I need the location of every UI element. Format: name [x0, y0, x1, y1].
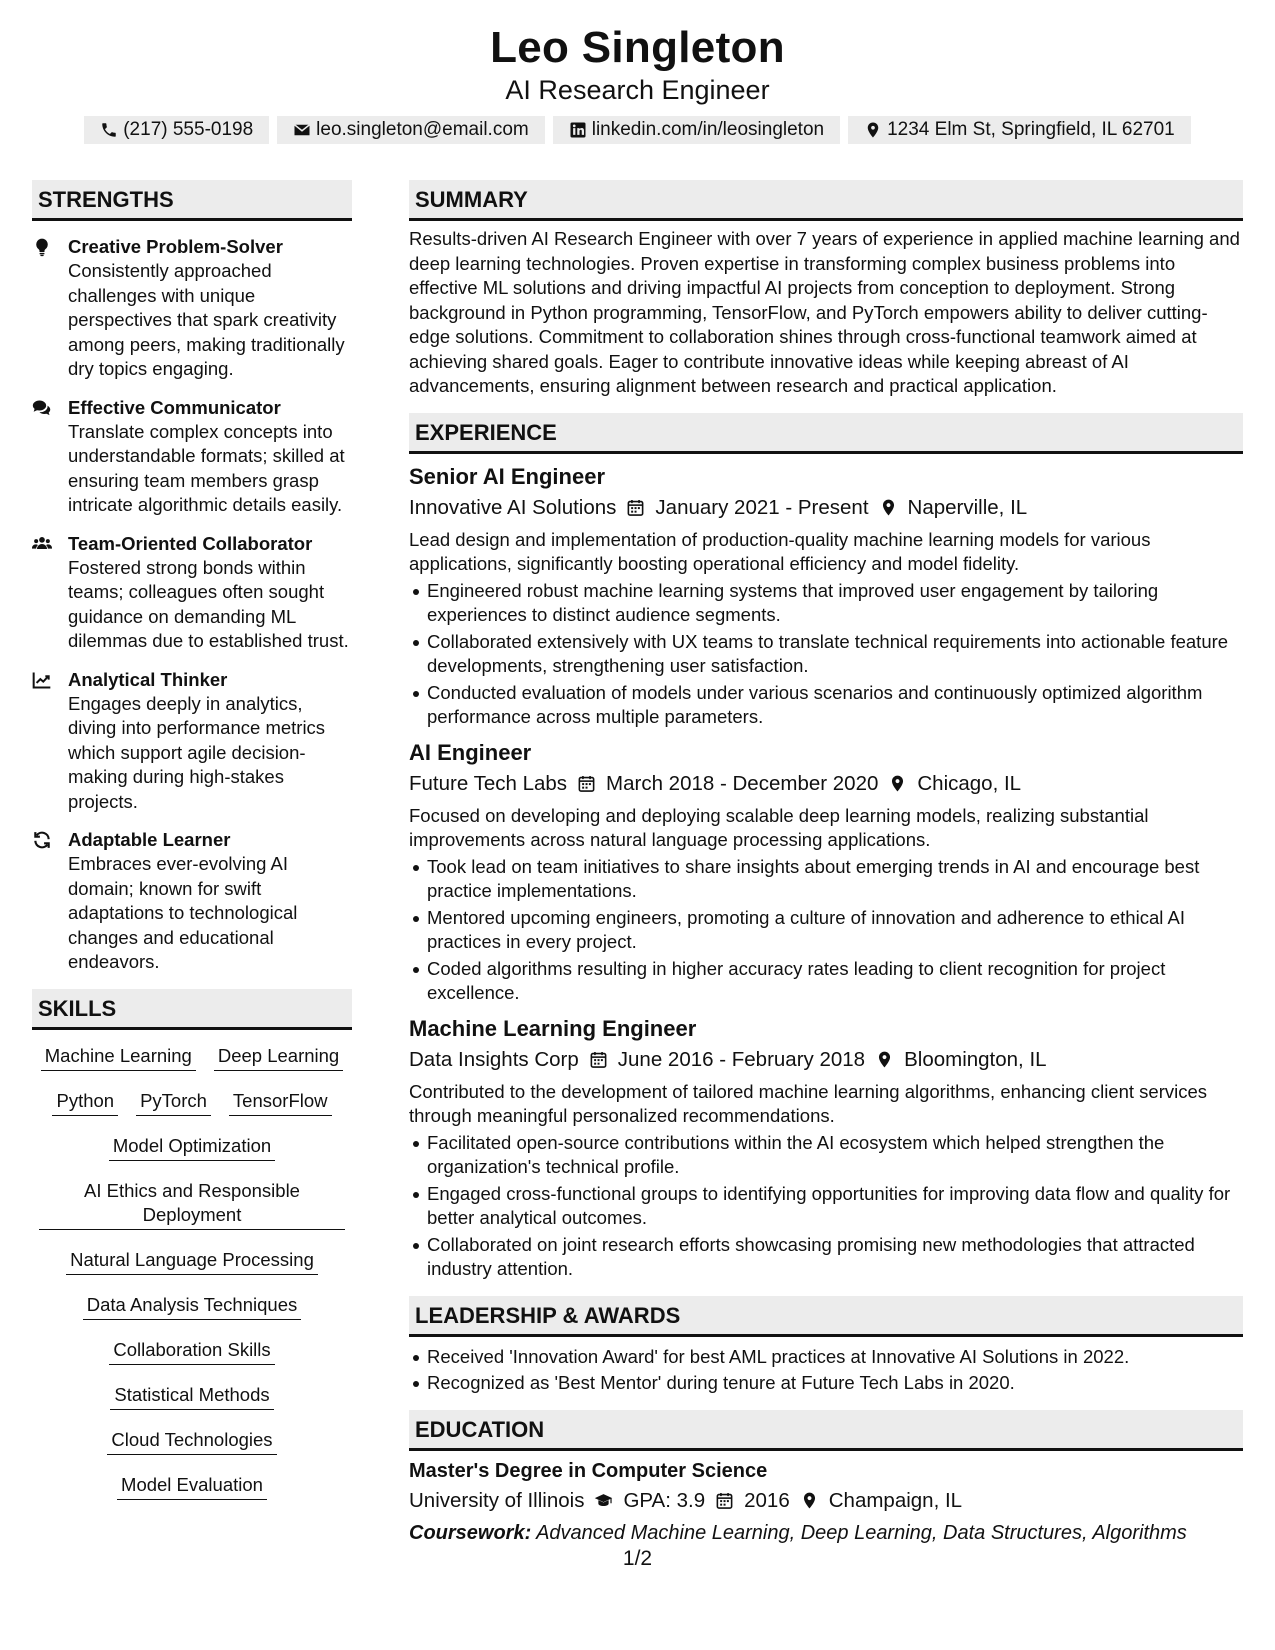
- skill-tag: Machine Learning: [41, 1044, 196, 1071]
- contact-phone: [84, 116, 269, 144]
- skill-tag: Data Analysis Techniques: [83, 1293, 301, 1320]
- right-column: [409, 180, 1243, 1547]
- strength-item: [32, 828, 352, 975]
- page-number: 1/2: [622, 1547, 653, 1570]
- chart-line-icon: [32, 670, 52, 690]
- job-bullets: [409, 1131, 1243, 1282]
- job-location: Bloomington, IL: [904, 1047, 1047, 1071]
- job-company: Data Insights Corp: [409, 1047, 579, 1071]
- strength-title: Effective Communicator: [68, 396, 281, 418]
- resume-header: [0, 0, 1275, 144]
- lightbulb-icon: [32, 237, 52, 257]
- bullet-item: Facilitated open-source contributions within the AI ecosystem which helped strengthen the organization's technical profile.: [409, 1131, 1243, 1180]
- strength-desc: Consistently approached challenges with unique perspectives that spark creativity among peers, making traditionally dry topics engaging.: [68, 260, 345, 379]
- job-dates: January 2021 - Present: [655, 495, 869, 519]
- bullet-item: Coded algorithms resulting in higher accuracy rates leading to client recognition for project excellence.: [409, 957, 1243, 1006]
- bullet-item: Collaborated on joint research efforts showcasing promising new methodologies that attracted industry attention.: [409, 1233, 1243, 1282]
- strengths-list: [32, 235, 352, 975]
- bullet-item: Engaged cross-functional groups to identifying opportunities for improving data flow and quality for better analytical outcomes.: [409, 1182, 1243, 1231]
- job-location: Chicago, IL: [917, 771, 1022, 795]
- calendar-icon: [715, 1491, 734, 1510]
- degree-title: Master's Degree in Computer Science: [409, 1459, 768, 1482]
- strength-desc: Embraces ever-evolving AI domain; known for swift adaptations to technological changes and educational endeavors.: [68, 853, 298, 972]
- summary-text: Results-driven AI Research Engineer with over 7 years of experience in applied machine learning and deep learning technologies. Proven expertise in transforming complex business problems into effective ML solutions and driving impactful AI projects from conception to deployment. Strong background in Python programming, TensorFlow, and PyTorch empowers ability to deliver cutting-edge solutions. Commitment to collaboration shines through cross-functional teamwork aimed at achieving shared goals. Eager to contribute innovative ideas while keeping abreast of AI advancements, ensuring alignment between research and practical application.: [409, 228, 1240, 396]
- envelope-icon: [293, 121, 311, 139]
- job-bullets: [409, 579, 1243, 730]
- leadership-heading: LEADERSHIP & AWARDS: [409, 1296, 1243, 1337]
- education-location: Champaign, IL: [828, 1488, 963, 1512]
- skill-tag: AI Ethics and Responsible Deployment: [39, 1179, 345, 1230]
- skill-tag: Deep Learning: [214, 1044, 343, 1071]
- strength-desc: Translate complex concepts into understandable formats; skilled at ensuring team members grasp intricate algorithmic details easily.: [68, 420, 345, 515]
- job-meta: [409, 770, 1243, 798]
- skill-tag: PyTorch: [136, 1089, 211, 1116]
- map-pin-icon: [888, 774, 907, 793]
- skill-tag: Natural Language Processing: [66, 1248, 318, 1275]
- bullet-item: Engineered robust machine learning systems that improved user engagement by tailoring experiences to distinct audience segments.: [409, 579, 1243, 628]
- job-meta: [409, 1046, 1243, 1074]
- job-title: AI Engineer: [409, 739, 532, 765]
- job-dates: March 2018 - December 2020: [606, 771, 879, 795]
- skill-tag: Python: [52, 1089, 118, 1116]
- job-description: Focused on developing and deploying scalable deep learning models, realizing substantial improvements across natural language processing applications.: [409, 804, 1149, 850]
- map-pin-icon: [800, 1491, 819, 1510]
- comments-icon: [32, 398, 52, 418]
- candidate-role: AI Research Engineer: [505, 75, 770, 105]
- job-title: Machine Learning Engineer: [409, 1015, 697, 1041]
- job-dates: June 2016 - February 2018: [617, 1047, 866, 1071]
- job-title: Senior AI Engineer: [409, 463, 606, 489]
- strengths-heading: STRENGTHS: [32, 180, 352, 221]
- job-company: Future Tech Labs: [409, 771, 568, 795]
- job-company: Innovative AI Solutions: [409, 495, 617, 519]
- bullet-item: Conducted evaluation of models under various scenarios and continuously optimized algorithm performance across multiple parameters.: [409, 681, 1243, 730]
- linkedin-icon: [569, 121, 587, 139]
- skill-tag: Statistical Methods: [110, 1383, 273, 1410]
- experience-heading: EXPERIENCE: [409, 413, 1243, 454]
- job-entry: [409, 462, 1243, 730]
- job-entry: [409, 738, 1243, 1006]
- bullet-item: Received 'Innovation Award' for best AML practices at Innovative AI Solutions in 2022.: [409, 1345, 1243, 1370]
- candidate-name: Leo Singleton: [490, 23, 785, 72]
- strength-item: [32, 396, 352, 518]
- map-pin-icon: [879, 498, 898, 517]
- strength-title: Creative Problem-Solver: [68, 236, 283, 257]
- skill-tag: TensorFlow: [229, 1089, 332, 1116]
- job-bullets: [409, 855, 1243, 1006]
- strength-item: [32, 668, 352, 815]
- strength-title: Adaptable Learner: [68, 829, 231, 850]
- email-text[interactable]: leo.singleton@email.com: [316, 119, 529, 140]
- skills-list: [32, 1044, 352, 1500]
- bullet-item: Mentored upcoming engineers, promoting a culture of innovation and adherence to ethical AI practices in every project.: [409, 906, 1243, 955]
- sync-icon: [32, 830, 52, 850]
- strength-title: Team-Oriented Collaborator: [68, 532, 313, 554]
- calendar-icon: [589, 1050, 608, 1069]
- coursework-line: [409, 1519, 1243, 1547]
- job-description: Contributed to the development of tailored machine learning algorithms, enhancing client services through meaningful personalized recommendations.: [409, 1080, 1208, 1126]
- contact-linkedin[interactable]: [553, 116, 840, 144]
- phone-text: (217) 555-0198: [123, 119, 254, 140]
- skill-tag: Collaboration Skills: [109, 1338, 274, 1365]
- coursework-text: Advanced Machine Learning, Deep Learning, Data Structures, Algorithms: [536, 1521, 1187, 1544]
- left-column: [32, 180, 352, 1518]
- gpa-text: GPA: 3.9: [623, 1488, 706, 1512]
- bullet-item: Took lead on team initiatives to share insights about emerging trends in AI and encourage best practice implementations.: [409, 855, 1243, 904]
- strength-desc: Engages deeply in analytics, diving into performance metrics which support agile decision-making during high-stakes projects.: [68, 692, 326, 812]
- skill-tag: Model Optimization: [109, 1134, 275, 1161]
- strength-title: Analytical Thinker: [68, 668, 228, 690]
- strength-item: [32, 235, 352, 382]
- summary-heading: SUMMARY: [409, 180, 1243, 221]
- calendar-icon: [577, 774, 596, 793]
- bullet-item: Recognized as 'Best Mentor' during tenure at Future Tech Labs in 2020.: [409, 1371, 1243, 1396]
- job-entry: [409, 1014, 1243, 1282]
- leadership-bullets: [409, 1345, 1243, 1396]
- skill-tag: Model Evaluation: [117, 1473, 267, 1500]
- bullet-item: Collaborated extensively with UX teams to translate technical requirements into actionable feature developments, strengthening user satisfaction.: [409, 630, 1243, 679]
- education-year: 2016: [744, 1488, 790, 1512]
- strength-desc: Fostered strong bonds within teams; colleagues often sought guidance on demanding ML dilemmas due to established trust.: [68, 556, 349, 651]
- job-location: Naperville, IL: [907, 495, 1028, 519]
- skills-heading: SKILLS: [32, 989, 352, 1030]
- contact-email[interactable]: [277, 116, 545, 144]
- graduation-cap-icon: [594, 1491, 613, 1510]
- education-meta: [409, 1487, 1243, 1515]
- school-name: University of Illinois: [409, 1488, 585, 1512]
- address-text: 1234 Elm St, Springfield, IL 62701: [887, 119, 1175, 140]
- contact-address: [848, 116, 1191, 144]
- skill-tag: Cloud Technologies: [107, 1428, 276, 1455]
- contact-bar: [0, 116, 1275, 144]
- strength-item: [32, 532, 352, 654]
- map-pin-icon: [875, 1050, 894, 1069]
- map-pin-icon: [864, 121, 882, 139]
- coursework-label: Coursework:: [409, 1521, 532, 1544]
- job-description: Lead design and implementation of production-quality machine learning models for various applications, significantly boosting operational efficiency and model fidelity.: [409, 528, 1151, 574]
- education-heading: EDUCATION: [409, 1410, 1243, 1451]
- users-icon: [32, 534, 52, 554]
- calendar-icon: [626, 498, 645, 517]
- job-meta: [409, 494, 1243, 522]
- phone-icon: [100, 121, 118, 139]
- linkedin-text[interactable]: linkedin.com/in/leosingleton: [591, 119, 825, 140]
